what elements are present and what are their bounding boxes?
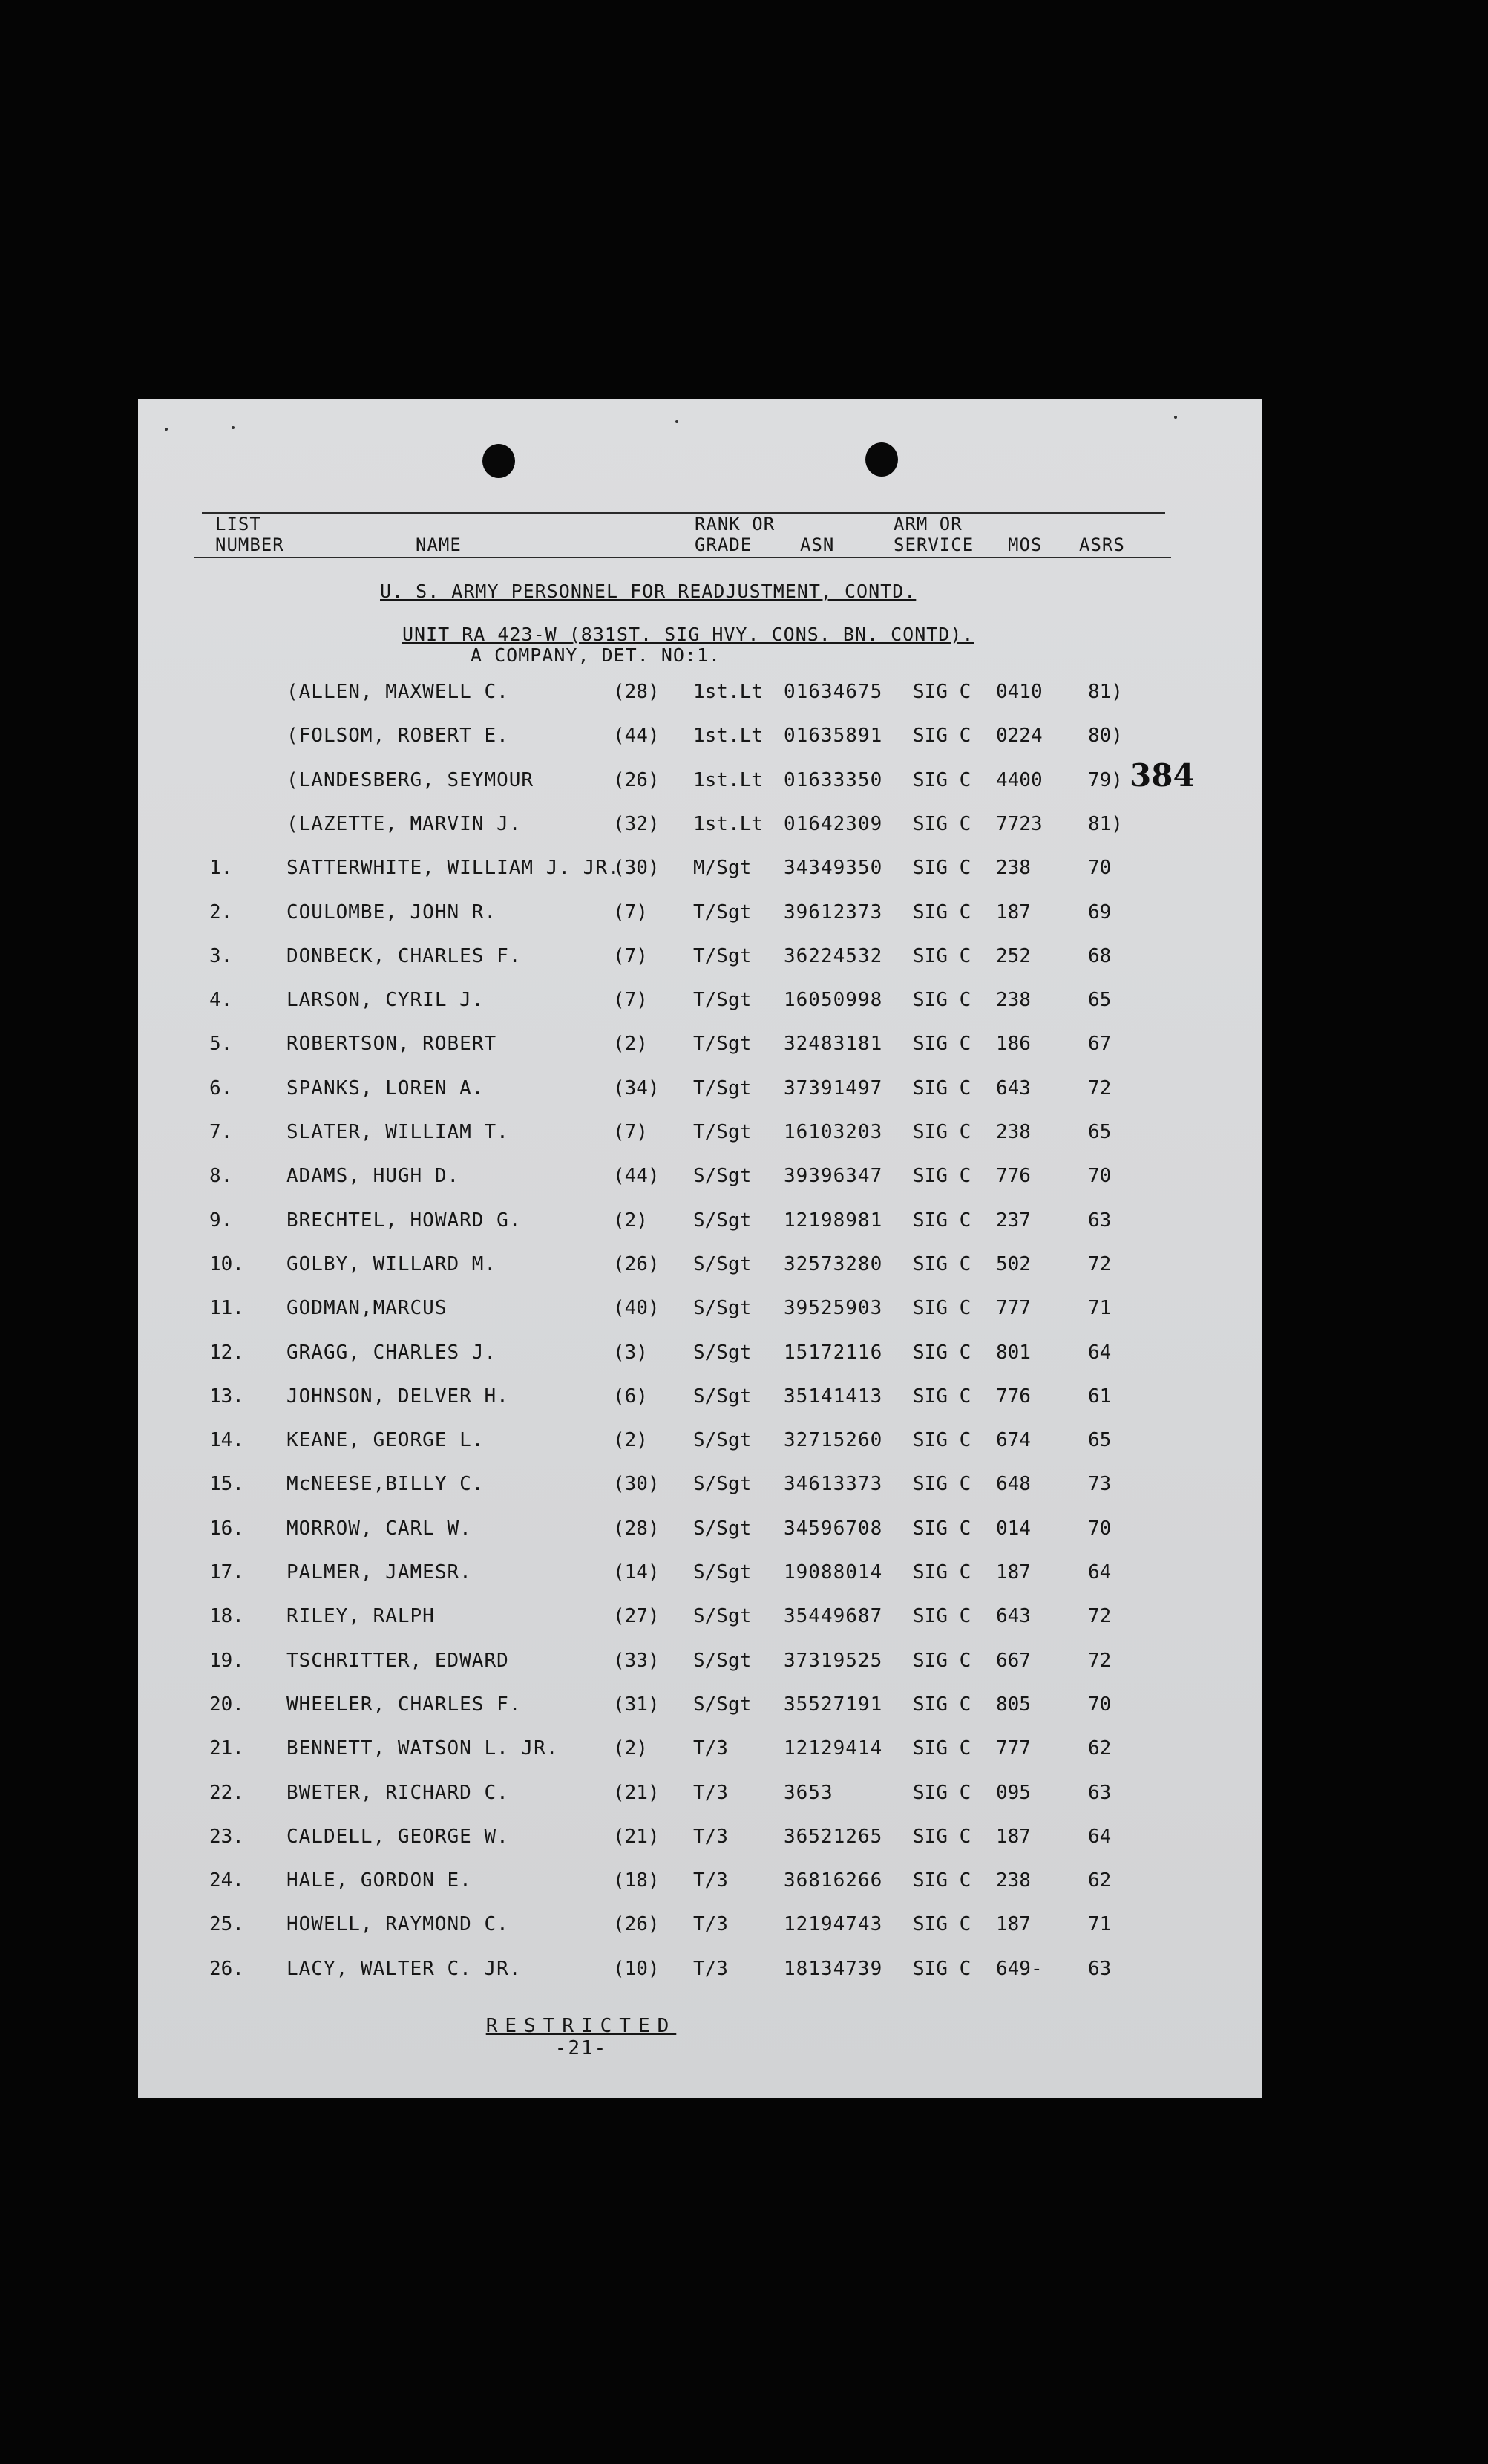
cell-rank: T/Sgt: [693, 945, 752, 967]
cell-asrs: 72: [1088, 1650, 1112, 1672]
cell-mos: 502: [996, 1253, 1031, 1275]
cell-rank: S/Sgt: [693, 1342, 752, 1364]
cell-age: (7): [613, 989, 648, 1011]
cell-asn: 3653: [784, 1782, 833, 1804]
cell-asn: 36521265: [784, 1826, 883, 1848]
cell-asn: 32715260: [784, 1429, 883, 1451]
cell-asrs: 64: [1088, 1561, 1112, 1584]
punch-hole-left: [482, 444, 515, 478]
document-page: [138, 399, 1262, 2098]
cell-num: 5.: [209, 1033, 233, 1055]
cell-mos: 643: [996, 1077, 1031, 1099]
cell-rank: 1st.Lt: [693, 725, 763, 747]
cell-name: TSCHRITTER, EDWARD: [286, 1650, 509, 1672]
cell-num: 7.: [209, 1121, 233, 1143]
cell-age: (2): [613, 1737, 648, 1759]
cell-asn: 19088014: [784, 1561, 883, 1584]
cell-age: (2): [613, 1429, 648, 1451]
cell-asrs: 81): [1088, 681, 1123, 703]
cell-name: GRAGG, CHARLES J.: [286, 1342, 497, 1364]
cell-age: (30): [613, 1473, 660, 1495]
cell-asn: 16103203: [784, 1121, 883, 1143]
cell-name: BRECHTEL, HOWARD G.: [286, 1209, 522, 1232]
cell-asrs: 80): [1088, 725, 1123, 747]
cell-name: LARSON, CYRIL J.: [286, 989, 485, 1011]
cell-age: (2): [613, 1209, 648, 1232]
speck: [1174, 416, 1177, 419]
cell-asn: 15172116: [784, 1342, 883, 1364]
cell-arm: SIG C: [913, 1253, 971, 1275]
cell-age: (2): [613, 1033, 648, 1055]
cell-rank: 1st.Lt: [693, 681, 763, 703]
cell-num: 23.: [209, 1826, 244, 1848]
cell-mos: 4400: [996, 769, 1043, 791]
cell-asrs: 62: [1088, 1737, 1112, 1759]
cell-rank: T/3: [693, 1913, 728, 1935]
cell-mos: 186: [996, 1033, 1031, 1055]
cell-num: 24.: [209, 1869, 244, 1892]
table-row: [138, 1733, 1262, 1763]
cell-mos: 238: [996, 989, 1031, 1011]
cell-name: (LAZETTE, MARVIN J.: [286, 813, 522, 835]
stamp-number: 384: [1130, 757, 1195, 794]
table-row: [138, 1293, 1262, 1323]
cell-rank: T/3: [693, 1826, 728, 1848]
table-row: [138, 1338, 1262, 1367]
table-row: [138, 1601, 1262, 1631]
cell-rank: S/Sgt: [693, 1165, 752, 1187]
cell-arm: SIG C: [913, 901, 971, 924]
cell-num: 14.: [209, 1429, 244, 1451]
cell-num: 21.: [209, 1737, 244, 1759]
table-row: [138, 941, 1262, 971]
cell-age: (7): [613, 1121, 648, 1143]
cell-age: (31): [613, 1693, 660, 1716]
cell-arm: SIG C: [913, 1958, 971, 1980]
cell-name: ROBERTSON, ROBERT: [286, 1033, 497, 1055]
table-row: [138, 1206, 1262, 1235]
cell-arm: SIG C: [913, 1165, 971, 1187]
cell-name: HOWELL, RAYMOND C.: [286, 1913, 509, 1935]
cell-arm: SIG C: [913, 989, 971, 1011]
table-row: [138, 1646, 1262, 1676]
cell-mos: 801: [996, 1342, 1031, 1364]
header-rank-grade: RANK OR GRADE: [695, 514, 776, 555]
cell-rank: T/Sgt: [693, 901, 752, 924]
cell-mos: 0224: [996, 725, 1043, 747]
cell-rank: S/Sgt: [693, 1517, 752, 1540]
table-row: [138, 1690, 1262, 1719]
speck: [165, 428, 168, 431]
cell-mos: 7723: [996, 813, 1043, 835]
page-number: -21-: [554, 2037, 608, 2059]
cell-asrs: 72: [1088, 1605, 1112, 1627]
restricted-marking: RESTRICTED: [485, 2015, 677, 2037]
cell-arm: SIG C: [913, 769, 971, 791]
cell-mos: 648: [996, 1473, 1031, 1495]
cell-age: (7): [613, 901, 648, 924]
cell-num: 26.: [209, 1958, 244, 1980]
cell-name: BENNETT, WATSON L. JR.: [286, 1737, 559, 1759]
cell-age: (14): [613, 1561, 660, 1584]
cell-num: 1.: [209, 857, 233, 879]
cell-age: (6): [613, 1385, 648, 1408]
cell-asn: 39396347: [784, 1165, 883, 1187]
cell-age: (44): [613, 725, 660, 747]
cell-name: (ALLEN, MAXWELL C.: [286, 681, 509, 703]
table-row: [138, 985, 1262, 1015]
cell-rank: S/Sgt: [693, 1429, 752, 1451]
cell-name: JOHNSON, DELVER H.: [286, 1385, 509, 1408]
cell-num: 16.: [209, 1517, 244, 1540]
cell-rank: T/3: [693, 1958, 728, 1980]
cell-rank: T/3: [693, 1737, 728, 1759]
table-row: [138, 1382, 1262, 1411]
speck: [232, 426, 235, 429]
table-row: [138, 1029, 1262, 1059]
cell-asrs: 79): [1088, 769, 1123, 791]
cell-asn: 32483181: [784, 1033, 883, 1055]
table-row: [138, 721, 1262, 751]
header-name: NAME: [416, 535, 462, 555]
cell-asrs: 70: [1088, 857, 1112, 879]
cell-name: GODMAN,MARCUS: [286, 1297, 448, 1319]
speck: [675, 420, 678, 423]
cell-asrs: 81): [1088, 813, 1123, 835]
cell-name: (LANDESBERG, SEYMOUR: [286, 769, 534, 791]
cell-name: CALDELL, GEORGE W.: [286, 1826, 509, 1848]
cell-arm: SIG C: [913, 1782, 971, 1804]
cell-arm: SIG C: [913, 1077, 971, 1099]
cell-rank: T/Sgt: [693, 989, 752, 1011]
cell-name: GOLBY, WILLARD M.: [286, 1253, 497, 1275]
cell-arm: SIG C: [913, 1297, 971, 1319]
cell-name: BWETER, RICHARD C.: [286, 1782, 509, 1804]
cell-arm: SIG C: [913, 1693, 971, 1716]
cell-arm: SIG C: [913, 945, 971, 967]
cell-arm: SIG C: [913, 1737, 971, 1759]
cell-arm: SIG C: [913, 1342, 971, 1364]
cell-mos: 643: [996, 1605, 1031, 1627]
cell-num: 25.: [209, 1913, 244, 1935]
cell-mos: 238: [996, 1869, 1031, 1892]
cell-arm: SIG C: [913, 1517, 971, 1540]
cell-asn: 34596708: [784, 1517, 883, 1540]
cell-age: (26): [613, 769, 660, 791]
cell-num: 22.: [209, 1782, 244, 1804]
cell-mos: 805: [996, 1693, 1031, 1716]
cell-asn: 35141413: [784, 1385, 883, 1408]
cell-mos: 776: [996, 1385, 1031, 1408]
cell-name: HALE, GORDON E.: [286, 1869, 472, 1892]
cell-mos: 674: [996, 1429, 1031, 1451]
cell-arm: SIG C: [913, 1429, 971, 1451]
cell-name: ADAMS, HUGH D.: [286, 1165, 460, 1187]
cell-num: 15.: [209, 1473, 244, 1495]
company-title: A COMPANY, DET. NO:1.: [471, 644, 721, 666]
cell-mos: 237: [996, 1209, 1031, 1232]
header-bottom-rule: [194, 557, 1171, 558]
table-row: [138, 1514, 1262, 1543]
cell-asrs: 65: [1088, 989, 1112, 1011]
cell-asn: 12129414: [784, 1737, 883, 1759]
cell-age: (28): [613, 1517, 660, 1540]
header-asn: ASN: [800, 535, 835, 555]
cell-age: (26): [613, 1253, 660, 1275]
cell-asn: 34349350: [784, 857, 883, 879]
cell-mos: 238: [996, 857, 1031, 879]
cell-rank: S/Sgt: [693, 1209, 752, 1232]
header-arm-service: ARM OR SERVICE: [894, 514, 974, 555]
table-row: [138, 809, 1262, 839]
cell-asrs: 61: [1088, 1385, 1112, 1408]
cell-age: (30): [613, 857, 660, 879]
cell-arm: SIG C: [913, 1209, 971, 1232]
header-top-rule: [202, 512, 1165, 514]
cell-asn: 32573280: [784, 1253, 883, 1275]
cell-mos: 187: [996, 1561, 1031, 1584]
cell-rank: S/Sgt: [693, 1253, 752, 1275]
cell-num: 20.: [209, 1693, 244, 1716]
cell-name: DONBECK, CHARLES F.: [286, 945, 522, 967]
table-row: [138, 1073, 1262, 1103]
cell-asrs: 62: [1088, 1869, 1112, 1892]
cell-num: 4.: [209, 989, 233, 1011]
cell-asn: 16050998: [784, 989, 883, 1011]
cell-age: (21): [613, 1826, 660, 1848]
cell-arm: SIG C: [913, 1473, 971, 1495]
cell-arm: SIG C: [913, 857, 971, 879]
table-row: [138, 898, 1262, 927]
cell-asn: 35449687: [784, 1605, 883, 1627]
cell-asn: 01633350: [784, 769, 883, 791]
cell-rank: T/3: [693, 1869, 728, 1892]
cell-rank: S/Sgt: [693, 1605, 752, 1627]
cell-name: MORROW, CARL W.: [286, 1517, 472, 1540]
cell-age: (40): [613, 1297, 660, 1319]
cell-rank: T/Sgt: [693, 1077, 752, 1099]
cell-asn: 36816266: [784, 1869, 883, 1892]
cell-asrs: 63: [1088, 1958, 1112, 1980]
header-asrs: ASRS: [1079, 535, 1125, 555]
cell-age: (18): [613, 1869, 660, 1892]
cell-asrs: 68: [1088, 945, 1112, 967]
table-row: [138, 1161, 1262, 1191]
cell-arm: SIG C: [913, 1826, 971, 1848]
cell-num: 11.: [209, 1297, 244, 1319]
cell-rank: T/3: [693, 1782, 728, 1804]
table-row: [138, 677, 1262, 707]
cell-asn: 01642309: [784, 813, 883, 835]
table-row: [138, 1249, 1262, 1279]
cell-num: 13.: [209, 1385, 244, 1408]
cell-mos: 187: [996, 1826, 1031, 1848]
cell-mos: 014: [996, 1517, 1031, 1540]
cell-arm: SIG C: [913, 1869, 971, 1892]
cell-name: KEANE, GEORGE L.: [286, 1429, 485, 1451]
cell-name: COULOMBE, JOHN R.: [286, 901, 497, 924]
cell-asn: 36224532: [784, 945, 883, 967]
cell-asn: 01635891: [784, 725, 883, 747]
cell-mos: 0410: [996, 681, 1043, 703]
cell-asrs: 70: [1088, 1693, 1112, 1716]
cell-asn: 37391497: [784, 1077, 883, 1099]
cell-arm: SIG C: [913, 1913, 971, 1935]
cell-asn: 18134739: [784, 1958, 883, 1980]
cell-asrs: 70: [1088, 1517, 1112, 1540]
cell-asrs: 65: [1088, 1429, 1112, 1451]
cell-num: 9.: [209, 1209, 233, 1232]
header-list-number: LIST NUMBER: [215, 514, 284, 555]
cell-asn: 37319525: [784, 1650, 883, 1672]
cell-asn: 12198981: [784, 1209, 883, 1232]
cell-rank: M/Sgt: [693, 857, 752, 879]
table-row: [138, 1117, 1262, 1147]
table-row: [138, 1558, 1262, 1587]
cell-mos: 649-: [996, 1958, 1043, 1980]
cell-num: 3.: [209, 945, 233, 967]
cell-asrs: 65: [1088, 1121, 1112, 1143]
cell-rank: S/Sgt: [693, 1693, 752, 1716]
cell-arm: SIG C: [913, 1385, 971, 1408]
cell-name: PALMER, JAMESR.: [286, 1561, 472, 1584]
table-row: [138, 765, 1262, 795]
cell-asrs: 63: [1088, 1782, 1112, 1804]
cell-asrs: 64: [1088, 1342, 1112, 1364]
cell-age: (27): [613, 1605, 660, 1627]
cell-name: SLATER, WILLIAM T.: [286, 1121, 509, 1143]
cell-asrs: 64: [1088, 1826, 1112, 1848]
cell-mos: 095: [996, 1782, 1031, 1804]
punch-hole-right: [865, 442, 898, 477]
cell-mos: 252: [996, 945, 1031, 967]
cell-asn: 39612373: [784, 901, 883, 924]
cell-age: (32): [613, 813, 660, 835]
cell-rank: T/Sgt: [693, 1121, 752, 1143]
cell-rank: S/Sgt: [693, 1297, 752, 1319]
cell-asn: 34613373: [784, 1473, 883, 1495]
table-row: [138, 1866, 1262, 1895]
cell-asrs: 71: [1088, 1913, 1112, 1935]
cell-arm: SIG C: [913, 1650, 971, 1672]
cell-num: 17.: [209, 1561, 244, 1584]
cell-mos: 777: [996, 1297, 1031, 1319]
cell-num: 2.: [209, 901, 233, 924]
cell-asrs: 63: [1088, 1209, 1112, 1232]
cell-asrs: 67: [1088, 1033, 1112, 1055]
cell-rank: 1st.Lt: [693, 769, 763, 791]
cell-age: (33): [613, 1650, 660, 1672]
table-row: [138, 1778, 1262, 1808]
cell-mos: 238: [996, 1121, 1031, 1143]
cell-arm: SIG C: [913, 1121, 971, 1143]
cell-num: 18.: [209, 1605, 244, 1627]
cell-mos: 187: [996, 901, 1031, 924]
table-row: [138, 1469, 1262, 1499]
table-row: [138, 853, 1262, 883]
cell-name: WHEELER, CHARLES F.: [286, 1693, 522, 1716]
cell-age: (44): [613, 1165, 660, 1187]
cell-asrs: 72: [1088, 1077, 1112, 1099]
cell-asrs: 72: [1088, 1253, 1112, 1275]
cell-asn: 39525903: [784, 1297, 883, 1319]
cell-rank: S/Sgt: [693, 1650, 752, 1672]
cell-num: 10.: [209, 1253, 244, 1275]
cell-num: 8.: [209, 1165, 233, 1187]
cell-asrs: 69: [1088, 901, 1112, 924]
cell-asn: 35527191: [784, 1693, 883, 1716]
cell-rank: S/Sgt: [693, 1473, 752, 1495]
cell-asn: 01634675: [784, 681, 883, 703]
cell-age: (7): [613, 945, 648, 967]
cell-age: (10): [613, 1958, 660, 1980]
table-row: [138, 1954, 1262, 1984]
header-mos: MOS: [1008, 535, 1043, 555]
cell-mos: 667: [996, 1650, 1031, 1672]
unit-title: UNIT RA 423-W (831ST. SIG HVY. CONS. BN. CONTD).: [402, 624, 974, 645]
section-title: U. S. ARMY PERSONNEL FOR READJUSTMENT, CONTD.: [380, 581, 917, 602]
cell-age: (34): [613, 1077, 660, 1099]
cell-name: McNEESE,BILLY C.: [286, 1473, 485, 1495]
cell-rank: T/Sgt: [693, 1033, 752, 1055]
cell-name: (FOLSOM, ROBERT E.: [286, 725, 509, 747]
cell-age: (3): [613, 1342, 648, 1364]
cell-age: (26): [613, 1913, 660, 1935]
cell-age: (21): [613, 1782, 660, 1804]
table-row: [138, 1822, 1262, 1852]
table-row: [138, 1425, 1262, 1455]
table-row: [138, 1909, 1262, 1939]
cell-arm: SIG C: [913, 681, 971, 703]
cell-rank: S/Sgt: [693, 1385, 752, 1408]
cell-asn: 12194743: [784, 1913, 883, 1935]
cell-asrs: 70: [1088, 1165, 1112, 1187]
cell-num: 12.: [209, 1342, 244, 1364]
cell-name: SPANKS, LOREN A.: [286, 1077, 485, 1099]
cell-num: 19.: [209, 1650, 244, 1672]
cell-name: LACY, WALTER C. JR.: [286, 1958, 522, 1980]
cell-num: 6.: [209, 1077, 233, 1099]
cell-arm: SIG C: [913, 725, 971, 747]
cell-rank: S/Sgt: [693, 1561, 752, 1584]
cell-age: (28): [613, 681, 660, 703]
cell-mos: 776: [996, 1165, 1031, 1187]
cell-rank: 1st.Lt: [693, 813, 763, 835]
cell-name: SATTERWHITE, WILLIAM J. JR.: [286, 857, 620, 879]
cell-arm: SIG C: [913, 1561, 971, 1584]
cell-mos: 777: [996, 1737, 1031, 1759]
cell-asrs: 73: [1088, 1473, 1112, 1495]
cell-arm: SIG C: [913, 813, 971, 835]
cell-arm: SIG C: [913, 1605, 971, 1627]
cell-asrs: 71: [1088, 1297, 1112, 1319]
cell-mos: 187: [996, 1913, 1031, 1935]
cell-name: RILEY, RALPH: [286, 1605, 435, 1627]
cell-arm: SIG C: [913, 1033, 971, 1055]
